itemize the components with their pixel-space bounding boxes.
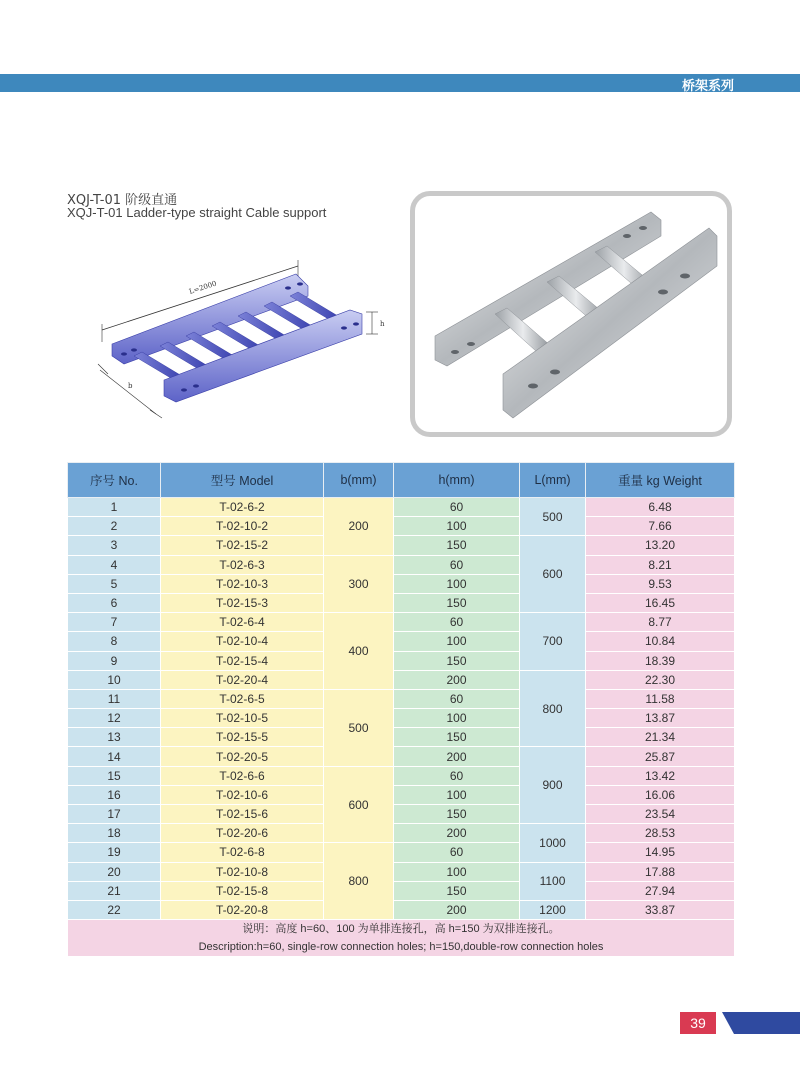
table-row (68, 747, 735, 766)
table-row (68, 670, 735, 689)
weight-cell: 22.30 (586, 670, 735, 689)
table-body (68, 498, 735, 920)
table-row (68, 536, 735, 555)
weight-cell: 23.54 (586, 805, 735, 824)
l-cell: 900 (520, 747, 586, 824)
weight-cell: 6.48 (586, 498, 735, 517)
length-label: L=2000 (188, 279, 218, 296)
no-cell: 14 (68, 747, 161, 766)
model-cell: T-02-10-3 (161, 574, 324, 593)
ladder-tray-drawing (94, 252, 394, 422)
model-cell: T-02-10-5 (161, 709, 324, 728)
model-cell: T-02-15-3 (161, 593, 324, 612)
h-cell: 150 (394, 728, 520, 747)
table-row (68, 824, 735, 843)
model-cell: T-02-6-2 (161, 498, 324, 517)
h-cell: 60 (394, 766, 520, 785)
no-cell: 15 (68, 766, 161, 785)
h-cell: 60 (394, 555, 520, 574)
note-en: Description:h=60, single-row connection holes; h=150,double-row connection holes (198, 941, 604, 954)
page-number: 39 (680, 1012, 716, 1034)
l-cell: 1200 (520, 900, 586, 919)
l-cell: 600 (520, 536, 586, 613)
table-row (68, 498, 735, 517)
weight-cell: 13.87 (586, 709, 735, 728)
h-cell: 150 (394, 805, 520, 824)
weight-cell: 27.94 (586, 881, 735, 900)
h-cell: 100 (394, 632, 520, 651)
weight-cell: 28.53 (586, 824, 735, 843)
no-cell: 21 (68, 881, 161, 900)
table-row (68, 728, 735, 747)
weight-cell: 25.87 (586, 747, 735, 766)
h-cell: 100 (394, 862, 520, 881)
page-tab-decoration (722, 1012, 800, 1034)
h-cell: 200 (394, 824, 520, 843)
model-cell: T-02-20-5 (161, 747, 324, 766)
table-row (68, 709, 735, 728)
model-cell: T-02-6-8 (161, 843, 324, 862)
no-cell: 19 (68, 843, 161, 862)
table-row (68, 593, 735, 612)
model-cell: T-02-20-4 (161, 670, 324, 689)
model-cell: T-02-20-8 (161, 900, 324, 919)
h-cell: 100 (394, 785, 520, 804)
h-cell: 60 (394, 689, 520, 708)
series-title: 桥架系列 (681, 79, 734, 94)
note-row (68, 920, 735, 957)
no-cell: 4 (68, 555, 161, 574)
b-cell: 600 (324, 766, 394, 843)
weight-cell: 9.53 (586, 574, 735, 593)
no-cell: 12 (68, 709, 161, 728)
note-cn: 说明：高度 h=60、100 为单排连接孔，高 h=150 为双排连接孔。 (242, 923, 560, 936)
h-cell: 150 (394, 593, 520, 612)
model-cell: T-02-15-5 (161, 728, 324, 747)
h-cell: 100 (394, 517, 520, 536)
h-cell: 60 (394, 843, 520, 862)
product-title-cn: XQJ-T-01 阶级直通 (67, 193, 178, 208)
h-cell: 60 (394, 498, 520, 517)
col-header-h: h(mm) (394, 463, 520, 498)
model-cell: T-02-6-6 (161, 766, 324, 785)
table-row (68, 517, 735, 536)
h-cell: 100 (394, 709, 520, 728)
no-cell: 11 (68, 689, 161, 708)
table-row (68, 900, 735, 919)
header-bar (0, 74, 800, 92)
col-header-no: 序号 No. (68, 463, 161, 498)
h-cell: 150 (394, 651, 520, 670)
no-cell: 9 (68, 651, 161, 670)
model-cell: T-02-20-6 (161, 824, 324, 843)
table-row (68, 785, 735, 804)
table-row (68, 766, 735, 785)
width-label: b (128, 382, 133, 390)
model-cell: T-02-6-5 (161, 689, 324, 708)
table-row (68, 862, 735, 881)
table-row (68, 632, 735, 651)
model-cell: T-02-15-4 (161, 651, 324, 670)
h-cell: 100 (394, 574, 520, 593)
col-header-b: b(mm) (324, 463, 394, 498)
weight-cell: 14.95 (586, 843, 735, 862)
no-cell: 3 (68, 536, 161, 555)
h-cell: 60 (394, 613, 520, 632)
weight-cell: 16.45 (586, 593, 735, 612)
model-cell: T-02-15-2 (161, 536, 324, 555)
l-cell: 1000 (520, 824, 586, 862)
table-row (68, 651, 735, 670)
col-header-weight: 重量 kg Weight (586, 463, 735, 498)
no-cell: 16 (68, 785, 161, 804)
no-cell: 1 (68, 498, 161, 517)
no-cell: 20 (68, 862, 161, 881)
model-cell: T-02-10-2 (161, 517, 324, 536)
l-cell: 1100 (520, 862, 586, 900)
spec-table (67, 462, 735, 957)
table-row (68, 613, 735, 632)
model-cell: T-02-6-3 (161, 555, 324, 574)
weight-cell: 17.88 (586, 862, 735, 881)
col-header-model: 型号 Model (161, 463, 324, 498)
no-cell: 10 (68, 670, 161, 689)
table-header-row (68, 463, 735, 498)
table-row (68, 689, 735, 708)
weight-cell: 7.66 (586, 517, 735, 536)
no-cell: 18 (68, 824, 161, 843)
table-row (68, 881, 735, 900)
weight-cell: 21.34 (586, 728, 735, 747)
no-cell: 22 (68, 900, 161, 919)
h-cell: 150 (394, 536, 520, 555)
weight-cell: 16.06 (586, 785, 735, 804)
table-row (68, 555, 735, 574)
weight-cell: 8.77 (586, 613, 735, 632)
no-cell: 2 (68, 517, 161, 536)
height-label: h (380, 320, 385, 328)
b-cell: 500 (324, 689, 394, 766)
b-cell: 300 (324, 555, 394, 613)
product-title-en: XQJ-T-01 Ladder-type straight Cable support (67, 205, 327, 220)
l-cell: 800 (520, 670, 586, 747)
weight-cell: 8.21 (586, 555, 735, 574)
no-cell: 6 (68, 593, 161, 612)
no-cell: 5 (68, 574, 161, 593)
product-photo (410, 191, 732, 437)
model-cell: T-02-10-4 (161, 632, 324, 651)
weight-cell: 10.84 (586, 632, 735, 651)
weight-cell: 13.20 (586, 536, 735, 555)
b-cell: 400 (324, 613, 394, 690)
no-cell: 13 (68, 728, 161, 747)
model-cell: T-02-15-8 (161, 881, 324, 900)
b-cell: 200 (324, 498, 394, 556)
no-cell: 17 (68, 805, 161, 824)
weight-cell: 33.87 (586, 900, 735, 919)
col-header-l: L(mm) (520, 463, 586, 498)
note-cell (68, 920, 735, 957)
weight-cell: 13.42 (586, 766, 735, 785)
table-row (68, 805, 735, 824)
no-cell: 8 (68, 632, 161, 651)
l-cell: 500 (520, 498, 586, 536)
model-cell: T-02-10-6 (161, 785, 324, 804)
table-row (68, 574, 735, 593)
b-cell: 800 (324, 843, 394, 920)
h-cell: 200 (394, 670, 520, 689)
h-cell: 200 (394, 747, 520, 766)
h-cell: 200 (394, 900, 520, 919)
model-cell: T-02-6-4 (161, 613, 324, 632)
h-cell: 150 (394, 881, 520, 900)
table-row (68, 843, 735, 862)
no-cell: 7 (68, 613, 161, 632)
model-cell: T-02-15-6 (161, 805, 324, 824)
model-cell: T-02-10-8 (161, 862, 324, 881)
l-cell: 700 (520, 613, 586, 671)
weight-cell: 11.58 (586, 689, 735, 708)
weight-cell: 18.39 (586, 651, 735, 670)
